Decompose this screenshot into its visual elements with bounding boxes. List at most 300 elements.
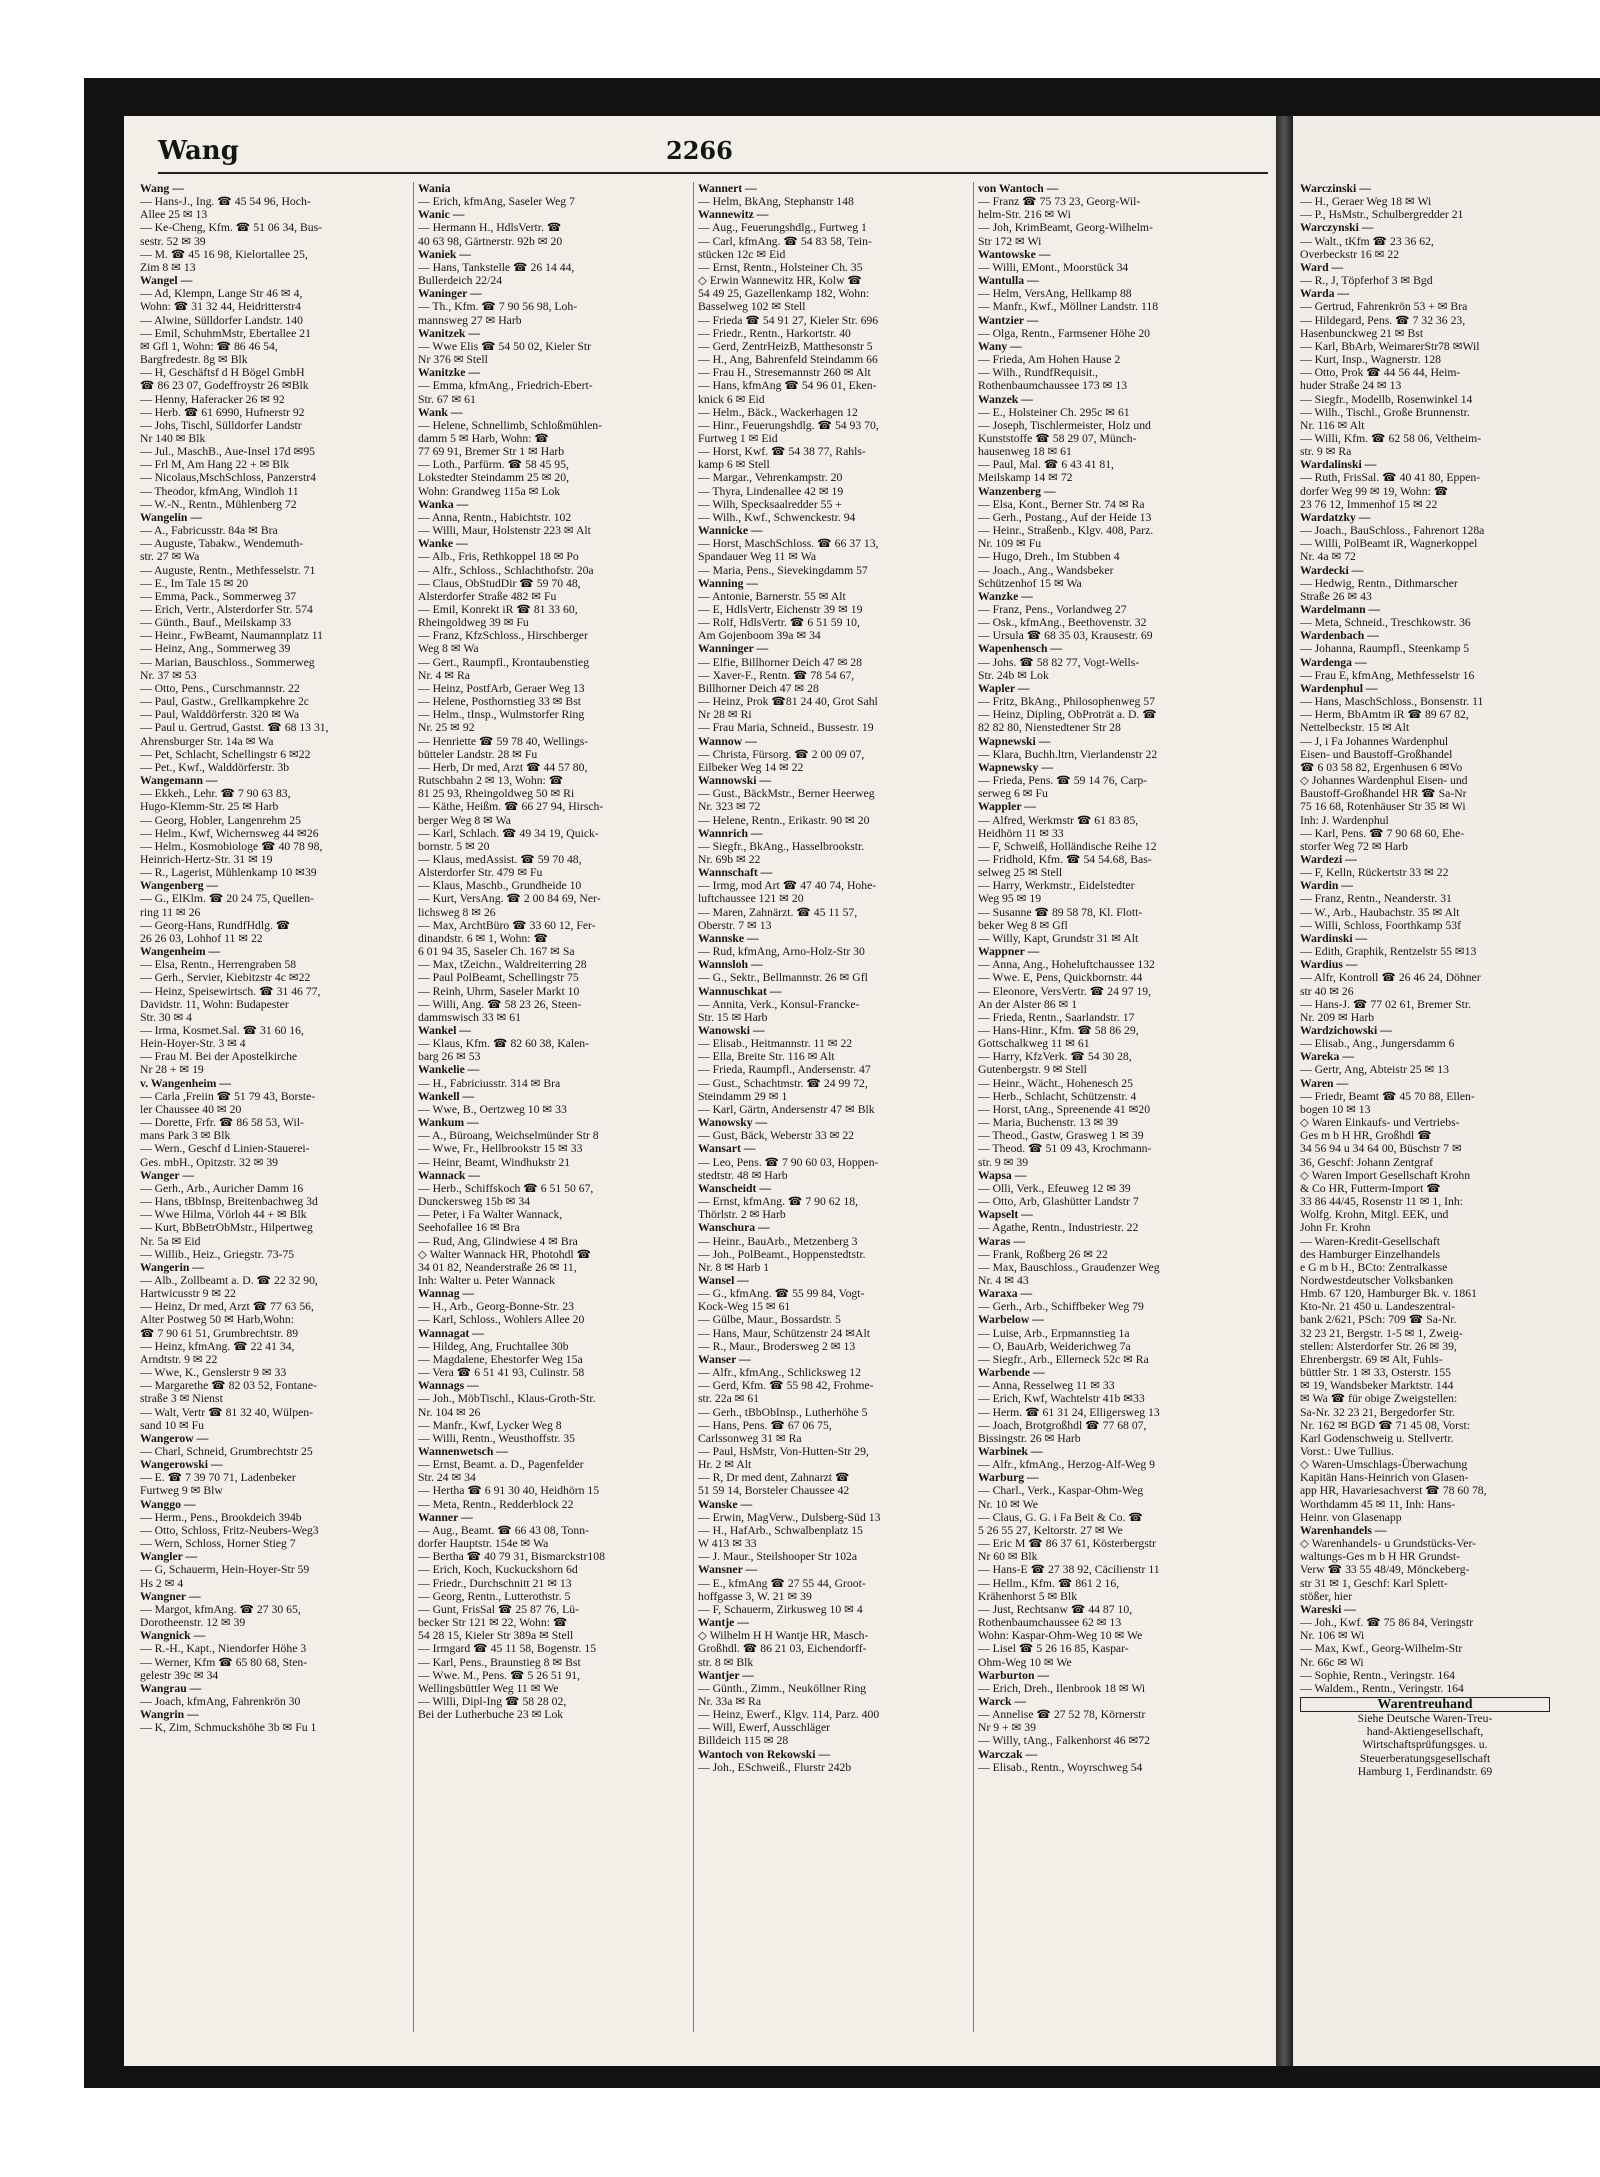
directory-entry: — H., HafArb., Schwalbenplatz 15 <box>698 1523 863 1537</box>
surname-heading: Wanowsky — <box>698 1116 768 1130</box>
directory-entry: — Helm., tInsp., Wulmstorfer Ring <box>418 708 585 722</box>
surname-heading: Wanner — <box>418 1510 473 1524</box>
directory-entry: — Joh., PolBeamt., Hoppenstedtstr. <box>698 1247 866 1261</box>
directory-entry: — Paul u. Gertrud, Gastst. ☎ 68 13 31, <box>140 721 329 735</box>
surname-heading: Waninger — <box>418 287 482 301</box>
directory-entry: Wohn: Kaspar-Ohm-Weg 10 ✉ We <box>978 1629 1143 1643</box>
surname-heading: Wantzier — <box>978 313 1039 327</box>
surname-heading: Warbinek — <box>978 1445 1043 1458</box>
directory-entry: Ahrensburger Str. 14a ✉ Wa <box>140 734 274 748</box>
directory-entry: — Wern., Geschf d Linien-Stauerei- <box>140 1142 310 1156</box>
directory-entry: ☎ 7 90 61 51, Grumbrechtstr. 89 <box>140 1326 299 1340</box>
directory-entry: Str. 24b ✉ Lok <box>978 668 1049 682</box>
directory-entry: — Edith, Graphik, Rentzelstr 55 ✉13 <box>1300 945 1477 959</box>
directory-entry: — Hermann H., HdlsVertr. ☎ <box>418 221 562 235</box>
directory-entry: — Friedr., Rentn., Harkortstr. 40 <box>698 326 851 340</box>
directory-entry: — Ernst, kfmAng. ☎ 7 90 62 18, <box>698 1195 858 1209</box>
directory-entry: Nr. 66c ✉ Wi <box>1300 1655 1364 1669</box>
directory-entry: — Frieda ☎ 54 91 27, Kieler Str. 696 <box>698 313 879 327</box>
directory-entry: Vorst.: Uwe Tullius. <box>1300 1445 1394 1458</box>
directory-entry: — Gust., BäckMstr., Berner Heerweg <box>698 787 875 801</box>
directory-entry: bank 2/621, PSch: 709 ☎ Sa-Nr. <box>1300 1313 1457 1327</box>
directory-entry: Rutschbahn 2 ✉ 13, Wohn: ☎ <box>418 774 564 788</box>
surname-heading: Warenhandels — <box>1300 1523 1387 1537</box>
directory-entry: — Walt., tKfm ☎ 23 36 62, <box>1300 234 1434 248</box>
surname-heading: Waniek — <box>418 247 471 261</box>
directory-entry: — Erich, Kwf, Wachtelstr 41b ✉33 <box>978 1392 1145 1406</box>
directory-entry: — Johs, Tischl, Sülldorfer Landstr <box>140 418 302 432</box>
directory-entry: Nr 376 ✉ Stell <box>418 353 488 367</box>
directory-entry: — Frieda, Pens. ☎ 59 14 76, Carp- <box>978 774 1148 788</box>
directory-entry: Nr 140 ✉ Blk <box>140 431 206 445</box>
directory-entry: — Gerd, Kfm. ☎ 55 98 42, Frohme- <box>698 1379 874 1393</box>
surname-heading: Wansner — <box>698 1563 758 1577</box>
surname-heading: Wapenhensch — <box>978 642 1063 656</box>
directory-entry: Nr. 209 ✉ Harb <box>1300 1010 1375 1024</box>
directory-entry: — F, Schweiß, Holländische Reihe 12 <box>978 839 1157 853</box>
directory-entry: Inh: Walter u. Peter Wannack <box>418 1273 555 1287</box>
directory-entry: ◇ Walter Wannack HR, Photohdl ☎ <box>418 1247 592 1261</box>
directory-entry: — Heinr., Straßenb., Klgv. 408, Parz. <box>978 524 1154 538</box>
surname-heading: Wansart — <box>698 1142 756 1156</box>
directory-entry: — Elfie, Billhorner Deich 47 ✉ 28 <box>698 655 862 669</box>
directory-entry: — Wilh., RundfRequisit., <box>978 366 1099 380</box>
directory-entry: — Hans, tBbInsp, Breitenbachweg 3d <box>140 1195 318 1209</box>
ad-box-line: Siehe Deutsche Waren-Treu- <box>1357 1712 1493 1726</box>
surname-heading: Wantowske — <box>978 247 1051 261</box>
directory-entry: — Gust, Bäck, Weberstr 33 ✉ 22 <box>698 1129 855 1143</box>
directory-entry: — Siegfr., Arb., Ellerneck 52c ✉ Ra <box>978 1352 1149 1366</box>
directory-entry: 23 76 12, Immenhof 15 ✉ 22 <box>1300 497 1438 511</box>
directory-entry: stellen: Alsterdorfer Str. 26 ✉ 39, <box>1300 1339 1457 1353</box>
directory-entry: Weg 8 ✉ Wa <box>418 642 479 656</box>
directory-entry: — Horst, tAng., Spreenende 41 ✉20 <box>978 1102 1151 1116</box>
directory-entry: — Franz, KfzSchloss., Hirschberger <box>418 629 588 643</box>
directory-entry: Billdeich 115 ✉ 28 <box>698 1734 789 1748</box>
directory-entry: — Heinr., Wächt., Hohenesch 25 <box>978 1076 1133 1090</box>
directory-entry: — Jul., MaschB., Aue-Insel 17d ✉95 <box>140 445 316 459</box>
directory-entry: — Irmgard ☎ 45 11 58, Bogenstr. 15 <box>418 1642 597 1656</box>
surname-heading: Wania <box>418 182 451 195</box>
surname-heading: Wannuschkat — <box>698 984 782 998</box>
surname-heading: Wardalinski — <box>1300 458 1377 472</box>
directory-entry: — Erich, Koch, Kuckuckshorn 6d <box>418 1563 578 1577</box>
directory-entry: — Paul, Gastw., Grellkampkehre 2c <box>140 695 309 709</box>
directory-entry: — Sophie, Rentn., Veringstr. 164 <box>1300 1668 1455 1682</box>
directory-entry: Hs 2 ✉ 4 <box>140 1576 184 1590</box>
surname-heading: Warbende — <box>978 1366 1045 1380</box>
directory-entry: — Werner, Kfm ☎ 65 80 68, Sten- <box>140 1655 308 1669</box>
directory-entry: — Gunt, FrisSal ☎ 25 87 76, Lü- <box>418 1602 579 1616</box>
directory-entry: — Elisab., Heitmannstr. 11 ✉ 22 <box>698 1037 853 1051</box>
surname-heading: Wanscheidt — <box>698 1181 772 1195</box>
directory-entry: str. 9 ✉ 39 <box>978 1155 1029 1169</box>
directory-entry: Nr. 116 ✉ Alt <box>1300 418 1365 432</box>
directory-entry: ring 11 ✉ 26 <box>140 905 201 919</box>
directory-entry: — Alfred, Werkmstr ☎ 61 83 85, <box>978 813 1139 827</box>
directory-entry: — Maria, Pens., Sievekingdamm 57 <box>698 563 868 577</box>
directory-entry: — Helm., Kosmobiologe ☎ 40 78 98, <box>140 839 323 853</box>
directory-entry: — Karl, Pens., Braunstieg 8 ✉ Bst <box>418 1655 581 1669</box>
directory-entry: — Meta, Rentn., Redderblock 22 <box>418 1497 574 1511</box>
directory-entry: 54 28 15, Kieler Str 389a ✉ Stell <box>418 1629 574 1643</box>
directory-entry: — Emil, Konrekt iR ☎ 81 33 60, <box>418 603 578 616</box>
directory-entry: Alsterdorfer Str. 479 ✉ Fu <box>418 866 543 880</box>
directory-entry: — Friedr, Beamt ☎ 45 70 88, Ellen- <box>1300 1089 1475 1103</box>
directory-entry: — Anna, Resselweg 11 ✉ 33 <box>978 1379 1115 1393</box>
directory-entry: dammswisch 33 ✉ 61 <box>418 1010 521 1024</box>
directory-entry: — Wwe, B., Oertzweg 10 ✉ 33 <box>418 1102 567 1116</box>
directory-entry: Nr 9 + ✉ 39 <box>978 1721 1036 1735</box>
directory-entry: — Willi, Rentn., Weusthoffstr. 35 <box>418 1431 576 1445</box>
directory-entry: Str. 15 ✉ Harb <box>698 1010 768 1024</box>
surname-heading: Wannert — <box>698 182 757 195</box>
directory-entry: — Frau M. Bei der Apostelkirche <box>140 1050 298 1064</box>
directory-entry: Nr. 8 ✉ Harb 1 <box>698 1260 770 1274</box>
ad-box-line: Hamburg 1, Ferdinandstr. 69 <box>1357 1764 1493 1778</box>
directory-entry: — R, Dr med dent, Zahnarzt ☎ <box>698 1471 850 1485</box>
directory-entry: — Alb., Fris, Rethkoppel 18 ✉ Po <box>418 550 579 564</box>
directory-entry: gelestr 39c ✉ 34 <box>140 1668 219 1682</box>
directory-entry: Oberstr. 7 ✉ 13 <box>698 918 772 932</box>
directory-entry: — Heinz, PostfArb, Geraer Weg 13 <box>418 681 585 695</box>
directory-entry: — Alfr., kfmAng., Schlicksweg 12 <box>698 1366 861 1380</box>
directory-entry: — Claus, ObStudDir ☎ 59 70 48, <box>418 576 581 590</box>
directory-entry: Davidstr. 11, Wohn: Budapester <box>140 997 289 1011</box>
directory-entry: — Osk., kfmAng., Beethovenstr. 32 <box>978 616 1147 630</box>
directory-entry: — Günth., Bauf., Meilskamp 33 <box>140 616 292 630</box>
ad-box-line: Steuerberatungsgesellschaft <box>1359 1751 1491 1765</box>
directory-entry: — Nicolaus,MschSchloss, Panzerstr4 <box>140 471 316 485</box>
surname-heading: Wanowski — <box>698 1024 765 1037</box>
directory-entry: — Otto, Schloss, Fritz-Neubers-Weg3 <box>140 1523 319 1537</box>
surname-heading: Wank — <box>418 405 463 419</box>
directory-entry: sestr. 52 ✉ 39 <box>140 234 206 248</box>
surname-heading: Wankelie — <box>418 1063 480 1077</box>
directory-entry: — Siegfr., Modellb, Rosenwinkel 14 <box>1300 392 1473 406</box>
directory-entry: Nr. 323 ✉ 72 <box>698 800 761 814</box>
directory-entry: Krähenhorst 5 ✉ Blk <box>978 1589 1078 1603</box>
directory-entry: — Th., Kfm. ☎ 7 90 56 98, Loh- <box>418 300 578 314</box>
surname-heading: Waren — <box>1300 1076 1349 1090</box>
directory-entry: ☎ 86 23 07, Godeffroystr 26 ✉Blk <box>140 379 309 393</box>
directory-entry: — Klaus, medAssist. ☎ 59 70 48, <box>418 852 582 866</box>
directory-entry: Straße 26 ✉ 43 <box>1300 589 1372 603</box>
directory-entry: — Theod., Gastw, Grasweg 1 ✉ 39 <box>978 1129 1144 1143</box>
directory-entry: — Irmg, mod Art ☎ 47 40 74, Hohe- <box>698 879 877 893</box>
surname-heading: Wareski — <box>1300 1602 1356 1616</box>
directory-entry: — Klara, Buchh.ltrn, Vierlandenstr 22 <box>978 747 1158 761</box>
surname-heading: Ward — <box>1300 260 1344 274</box>
directory-entry: stücken 12c ✉ Eid <box>698 247 786 261</box>
directory-entry: 77 69 91, Bremer Str 1 ✉ Harb <box>418 445 565 459</box>
directory-entry: — Karl, Pens. ☎ 7 90 68 60, Ehe- <box>1300 826 1465 840</box>
directory-entry: 33 86 44/45, Rosenstr 11 ✉ 1, Inh: <box>1300 1195 1463 1209</box>
directory-entry: des Hamburger Einzelhandels <box>1300 1247 1440 1261</box>
directory-entry: — Pet., Kwf., Walddörferstr. 3b <box>140 760 290 774</box>
directory-entry: Rothenbaumchaussee 173 ✉ 13 <box>978 379 1128 393</box>
directory-entry: — Herm., Pens., Brookdeich 394b <box>140 1510 302 1524</box>
directory-entry: — A., Fabricusstr. 84a ✉ Bra <box>140 524 278 538</box>
directory-entry: Inh: J. Wardenphul <box>1300 813 1389 827</box>
surname-heading: Wardecki — <box>1300 563 1364 577</box>
directory-entry: Furtweg 9 ✉ Blw <box>140 1484 223 1498</box>
directory-entry: — Joach, Brotgroßhdl ☎ 77 68 07, <box>978 1418 1147 1432</box>
column-divider <box>413 182 414 2032</box>
surname-heading: Wanke — <box>418 537 468 551</box>
directory-entry: Wolfg. Krohn, Mitgl. EEK, und <box>1300 1208 1449 1222</box>
directory-entry: — Willi, Kfm. ☎ 62 58 06, Veltheim- <box>1300 431 1482 445</box>
directory-entry: — Heinz, Speisewirtsch. ☎ 31 46 77, <box>140 984 321 998</box>
directory-entry: — Ursula ☎ 68 35 03, Krausestr. 69 <box>978 629 1153 643</box>
surname-heading: Wardelmann — <box>1300 603 1381 616</box>
directory-entry: — K, Zim, Schmuckshöhe 3b ✉ Fu 1 <box>140 1721 317 1735</box>
directory-entry: Seehofallee 16 ✉ Bra <box>418 1221 520 1235</box>
directory-entry: Arndtstr. 9 ✉ 22 <box>140 1352 218 1366</box>
directory-entry: — Max, Kwf., Georg-Wilhelm-Str <box>1300 1642 1463 1656</box>
directory-entry: 36, Geschf: Johann Zentgraf <box>1300 1155 1434 1169</box>
surname-heading: Wannsloh — <box>698 958 763 972</box>
directory-entry: — Herb., Schlacht, Schützenstr. 4 <box>978 1089 1137 1103</box>
entry-column-2 <box>418 182 688 2042</box>
directory-entry: berger Weg 8 ✉ Wa <box>418 813 511 827</box>
surname-heading: Wankel — <box>418 1024 471 1037</box>
directory-entry: — M. ☎ 45 16 98, Kielortallee 25, <box>140 247 308 261</box>
directory-entry: — Joh., ESchweiß., Flurstr 242b <box>698 1760 852 1774</box>
directory-entry: Ehrenbergstr. 69 ✉ Alt, Fuhls- <box>1300 1352 1443 1366</box>
directory-entry: — Thyra, Lindenallee 42 ✉ 19 <box>698 484 844 498</box>
directory-entry: — Hildegard, Pens. ☎ 7 32 36 23, <box>1300 313 1466 327</box>
directory-entry: 5 26 55 27, Keltorstr. 27 ✉ We <box>978 1523 1123 1537</box>
directory-entry: — W.-N., Rentn., Mühlenberg 72 <box>140 497 297 511</box>
directory-entry: — Dorette, Frfr. ☎ 86 58 53, Wil- <box>140 1116 304 1130</box>
directory-entry: — Claus, G. G. i Fa Beit & Co. ☎ <box>978 1510 1143 1524</box>
surname-heading: Wannagat — <box>418 1326 484 1340</box>
directory-entry: — Margot, kfmAng. ☎ 27 30 65, <box>140 1602 301 1616</box>
directory-entry: — Siegfr., BkAng., Hasselbrookstr. <box>698 839 865 853</box>
directory-entry: 75 16 68, Rotenhäuser Str 35 ✉ Wi <box>1300 800 1466 814</box>
surname-heading: Wapnewski — <box>978 734 1051 748</box>
directory-entry: — G., Sektr., Bellmannstr. 26 ✉ Gfl <box>698 971 868 985</box>
directory-entry: Heinr. von Glasenapp <box>1300 1510 1402 1524</box>
surname-heading: Wardzichowski — <box>1300 1024 1392 1037</box>
surname-heading: Waraxa — <box>978 1287 1033 1301</box>
directory-entry: — Kurt, BbBetrObMstr., Hilpertweg <box>140 1221 313 1235</box>
directory-entry: ◇ Erwin Wannewitz HR, Kolw ☎ <box>698 274 862 288</box>
directory-entry: — H., Geraer Weg 18 ✉ Wi <box>1300 195 1432 209</box>
directory-entry: — E., Im Tale 15 ✉ 20 <box>140 576 249 590</box>
directory-entry: — Georg, Hobler, Langenrehm 25 <box>140 813 301 827</box>
directory-entry: — Ella, Breite Str. 116 ✉ Alt <box>698 1050 835 1064</box>
surname-heading: Wannags — <box>418 1379 479 1393</box>
directory-entry: — H., Arb., Georg-Bonne-Str. 23 <box>418 1300 574 1314</box>
surname-heading: Waras — <box>978 1234 1026 1248</box>
directory-entry: — Heinz, Ang., Sommerweg 39 <box>140 642 291 656</box>
surname-heading: Wanitzke — <box>418 366 481 380</box>
directory-entry: — Bertha ☎ 40 79 31, Bismarckstr108 <box>418 1550 605 1564</box>
directory-entry: — Harry, KfzVerk. ☎ 54 30 28, <box>978 1050 1132 1064</box>
directory-entry: — Elisab., Rentn., Woyrschweg 54 <box>978 1760 1143 1774</box>
directory-entry: — E. ☎ 7 39 70 71, Ladenbeker <box>140 1471 296 1485</box>
directory-entry: bütteler Landstr. 28 ✉ Fu <box>418 747 538 761</box>
directory-entry: — Hugo, Dreh., Im Stubben 4 <box>978 550 1120 564</box>
surname-heading: Wangelin — <box>140 510 203 524</box>
directory-entry: — Elsa, Kont., Berner Str. 74 ✉ Ra <box>978 497 1145 511</box>
directory-entry: helm-Str. 216 ✉ Wi <box>978 208 1071 222</box>
directory-entry: — Loth., Parfürm. ☎ 58 45 95, <box>418 458 569 472</box>
column-divider <box>693 182 694 2032</box>
directory-entry: Alsterdorfer Straße 482 ✉ Fu <box>418 589 557 603</box>
directory-entry: — Antonie, Barnerstr. 55 ✉ Alt <box>698 589 846 603</box>
directory-entry: Nr. 109 ✉ Fu <box>978 537 1042 551</box>
directory-entry: — Alfr., kfmAng., Herzog-Alf-Weg 9 <box>978 1458 1155 1472</box>
directory-entry: Basselweg 102 ✉ Stell <box>698 300 806 314</box>
surname-heading: Wardenbach — <box>1300 629 1379 643</box>
directory-entry: — Heinz, Ewerf., Klgv. 114, Parz. 400 <box>698 1708 880 1722</box>
surname-heading: Wannewitz — <box>698 208 769 222</box>
directory-entry: Wellingsbüttler Weg 11 ✉ We <box>418 1681 559 1695</box>
directory-entry: — Elsa, Rentn., Herrengraben 58 <box>140 958 297 972</box>
directory-entry: — Annelise ☎ 27 52 78, Körnerstr <box>978 1708 1146 1722</box>
directory-entry: — Helene, Schnellimb, Schloßmühlen- <box>418 418 603 432</box>
directory-entry: 81 25 93, Rheingoldweg 50 ✉ Ri <box>418 787 575 801</box>
directory-entry: — Gertrud, Fahrenkrön 53 + ✉ Bra <box>1300 300 1468 314</box>
directory-entry: — Alwine, Sülldorfer Landstr. 140 <box>140 313 303 327</box>
directory-entry: — Hans-J., Ing. ☎ 45 54 96, Hoch- <box>140 195 311 209</box>
surname-heading: Wareka — <box>1300 1050 1355 1064</box>
directory-entry: — Walt, Vertr ☎ 81 32 40, Wülpen- <box>140 1405 313 1419</box>
surname-heading: Wanitzek — <box>418 326 481 340</box>
directory-entry: — Waldem., Rentn., Veringstr. 164 <box>1300 1681 1464 1695</box>
directory-entry: Zim 8 ✉ 13 <box>140 260 196 274</box>
surname-heading: Wapnewsky — <box>978 760 1054 774</box>
directory-entry: — Paul PolBeamt, Schellingstr 75 <box>418 971 579 985</box>
directory-entry: 51 59 14, Borsteler Chaussee 42 <box>698 1484 850 1498</box>
directory-entry: Nr. 4 ✉ Ra <box>418 668 470 682</box>
directory-entry: — G., kfmAng. ☎ 55 99 84, Vogt- <box>698 1287 865 1301</box>
surname-heading: Wapsa — <box>978 1168 1027 1182</box>
surname-heading: Warbelow — <box>978 1313 1044 1327</box>
directory-entry: — Gertr, Ang, Abteistr 25 ✉ 13 <box>1300 1063 1449 1077</box>
surname-heading: Wanger — <box>140 1168 195 1182</box>
directory-entry: Nr 28 + ✉ 19 <box>140 1063 204 1077</box>
directory-entry: — Magdalene, Ehestorfer Weg 15a <box>418 1352 583 1366</box>
surname-heading: Wangerowski — <box>140 1458 223 1472</box>
directory-entry: 26 26 03, Lohhof 11 ✉ 22 <box>140 931 263 945</box>
directory-entry: — Alb., Zollbeamt a. D. ☎ 22 32 90, <box>140 1273 318 1287</box>
surname-heading: Wardinski — <box>1300 931 1368 945</box>
directory-entry: — Auguste, Tabakw., Wendemuth- <box>140 537 304 551</box>
surname-heading: Wannack — <box>418 1168 481 1182</box>
directory-entry: Kto-Nr. 21 450 u. Landeszentral- <box>1300 1300 1456 1314</box>
directory-entry: Heinrich-Hertz-Str. 31 ✉ 19 <box>140 852 273 866</box>
directory-entry: Rheingoldweg 39 ✉ Fu <box>418 616 529 630</box>
directory-entry: Allee 25 ✉ 13 <box>140 208 208 222</box>
directory-entry: str 40 ✉ 26 <box>1300 984 1354 998</box>
surname-heading: Warburton — <box>978 1668 1050 1682</box>
directory-entry: — Lisel ☎ 5 26 16 85, Kaspar- <box>978 1642 1129 1656</box>
directory-entry: — Willi, Maur, Holstenstr 223 ✉ Alt <box>418 524 591 538</box>
running-head <box>158 136 1258 170</box>
directory-entry: — Günth., Zimm., Neuköllner Ring <box>698 1681 867 1695</box>
directory-entry: — Just, Rechtsanw ☎ 44 87 10, <box>978 1602 1133 1616</box>
directory-entry: e G m b H., BCto: Zentralkasse <box>1300 1260 1448 1274</box>
directory-entry: Worthdamm 45 ✉ 11, Inh: Hans- <box>1300 1497 1456 1511</box>
directory-entry: — Henriette ☎ 59 78 40, Wellings- <box>418 734 589 748</box>
directory-entry: bogen 10 ✉ 13 <box>1300 1102 1371 1116</box>
directory-entry: — Wwe, Fr., Hellbrookstr 15 ✉ 33 <box>418 1142 583 1156</box>
directory-entry: — R.-H., Kapt., Niendorfer Höhe 3 <box>140 1642 307 1656</box>
directory-entry: — Gerd, ZentrHeizB, Matthesonstr 5 <box>698 339 873 353</box>
directory-entry: ☎ 6 03 58 82, Ergenhusen 6 ✉Vo <box>1300 760 1463 774</box>
surname-heading: Wardenga — <box>1300 655 1367 669</box>
directory-entry: stößer, hier <box>1300 1589 1353 1603</box>
directory-entry: — Helm., Kwf, Wichernsweg 44 ✉26 <box>140 826 319 840</box>
surname-heading: Wardenphul — <box>1300 681 1378 695</box>
surname-heading: Wardatzky — <box>1300 510 1371 524</box>
surname-heading: Wantoch von Rekowski — <box>698 1747 831 1761</box>
directory-entry: Bei der Lutherbuche 23 ✉ Lok <box>418 1708 564 1722</box>
directory-entry: — Henny, Haferacker 26 ✉ 92 <box>140 392 285 406</box>
directory-entry: Spandauer Weg 11 ✉ Wa <box>698 550 817 564</box>
directory-entry: Furtweg 1 ✉ Eid <box>698 431 778 445</box>
directory-entry: — Frank, Roßberg 26 ✉ 22 <box>978 1247 1108 1261</box>
surname-heading: Wantulla — <box>978 274 1039 288</box>
directory-entry: — Wwe, K., Genslerstr 9 ✉ 33 <box>140 1366 287 1380</box>
directory-entry: — Karl, Schlach. ☎ 49 34 19, Quick- <box>418 826 599 840</box>
directory-entry: Gutenbergstr. 9 ✉ Stell <box>978 1063 1087 1077</box>
directory-entry: ✉ Gfl 1, Wohn: ☎ 86 46 54, <box>140 339 278 353</box>
directory-entry: — Frieda, Rentn., Saarlandstr. 17 <box>978 1010 1135 1024</box>
directory-entry: — Carl, kfmAng. ☎ 54 83 58, Tein- <box>698 234 872 248</box>
directory-entry: Großhdl. ☎ 86 21 03, Eichendorff- <box>698 1642 867 1656</box>
directory-entry: Dorotheenstr. 12 ✉ 39 <box>140 1616 246 1630</box>
ad-box-lines <box>1300 1712 1596 1778</box>
directory-entry: Ges. mbH., Opitzstr. 32 ✉ 39 <box>140 1155 279 1169</box>
surname-heading: Wardezi — <box>1300 852 1357 866</box>
book-gutter <box>1276 116 1293 2066</box>
directory-entry: — Hildeg, Ang, Fruchtallee 30b <box>418 1339 569 1353</box>
surname-heading: Wankell — <box>418 1089 475 1103</box>
directory-entry: Str. 24 ✉ 34 <box>418 1471 476 1485</box>
directory-entry: Bullerdeich 22/24 <box>418 274 503 288</box>
directory-entry: — Georg-Hans, RundfHdlg. ☎ <box>140 918 291 932</box>
directory-entry: Nr 60 ✉ Blk <box>978 1550 1038 1564</box>
directory-entry: Kunststoffe ☎ 58 29 07, Münch- <box>978 431 1137 445</box>
directory-entry: — Meta, Schneid., Treschkowstr. 36 <box>1300 616 1471 630</box>
directory-entry: — Helene, Posthornstieg 33 ✉ Bst <box>418 695 582 709</box>
surname-heading: Wannschaft — <box>698 866 773 880</box>
directory-entry: — Frl M, Am Hang 22 + ✉ Blk <box>140 458 290 472</box>
directory-entry: — Willi, EMont., Moorstück 34 <box>978 260 1129 274</box>
directory-entry: Nr. 33a ✉ Ra <box>698 1694 762 1708</box>
directory-entry: — Heinr., FwBeamt, Naumannplatz 11 <box>140 629 323 643</box>
directory-entry: — Frau Maria, Schneid., Bussestr. 19 <box>698 721 874 735</box>
directory-entry: Weg 95 ✉ 19 <box>978 892 1042 906</box>
directory-entry: — P., HsMstr., Schulbergredder 21 <box>1300 208 1464 222</box>
directory-entry: Rothenbaumchaussee 62 ✉ 13 <box>978 1616 1122 1630</box>
directory-entry: — Otto, Arb, Glashütter Landstr 7 <box>978 1195 1139 1209</box>
directory-entry: Bissingstr. 26 ✉ Harb <box>978 1431 1081 1445</box>
surname-heading: Wapselt — <box>978 1208 1033 1222</box>
directory-entry: — Wern, Schloss, Horner Stieg 7 <box>140 1537 296 1551</box>
directory-entry: — Maria, Buchenstr. 13 ✉ 39 <box>978 1116 1118 1130</box>
directory-entry: — Anna, Ang., Hoheluftchaussee 132 <box>978 958 1155 972</box>
directory-entry: — Hellm., Kfm. ☎ 861 2 16, <box>978 1576 1120 1590</box>
directory-entry: Schützenhof 15 ✉ Wa <box>978 576 1082 590</box>
directory-entry: Nr. 25 ✉ 92 <box>418 721 475 735</box>
directory-entry: — H., Fabriciusstr. 314 ✉ Bra <box>418 1076 561 1090</box>
